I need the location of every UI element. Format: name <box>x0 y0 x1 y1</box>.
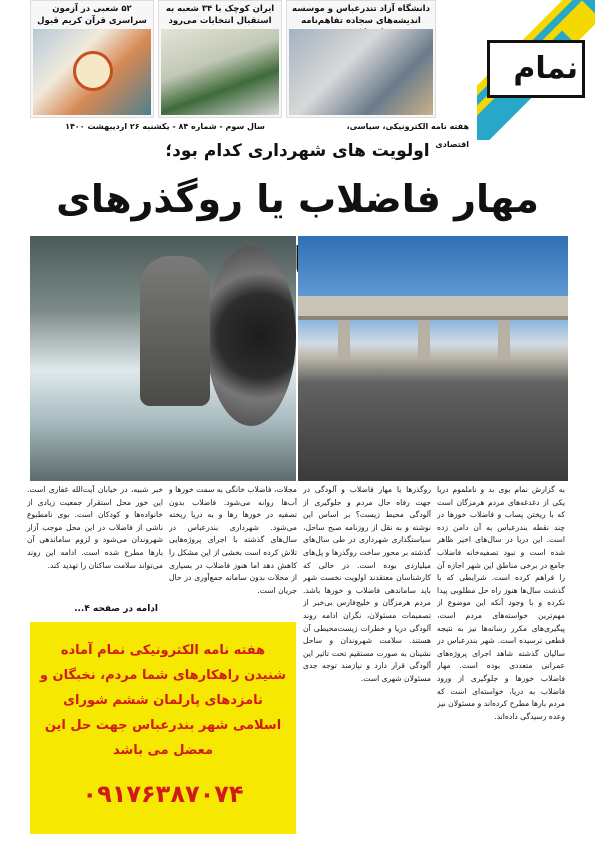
article-headline[interactable]: مهار فاضلاب یا روگذرهای <box>56 177 539 221</box>
overpass-deck <box>298 296 568 320</box>
top-news-3[interactable] <box>30 0 154 118</box>
logo[interactable] <box>477 0 595 140</box>
article-column: روگذرها یا مهار فاضلاب و آلودگی در جهت رفاه حال مردم و جلوگیری از آلودگی محیط زیست؟ بر اساس این نوشته و به نقل از روزنامه صبح ساحل، سیاستگذاری شهرداری در طی سال‌های گذشته بر محور ساخت روگذرها و پل‌های میلیاردی بوده است. در حالی که کارشناسان معتقدند اولویت نخست شهر باید ساماندهی فاضلاب و خورها باشد. مردم هرمزگان و خلیج‌فارس بی‌خبر از تصمیمات مسئولان، نگران ادامه روند آلودگی دریا و خطرات زیست‌محیطی آن هستند. سلامت شهروندان و ساحل نشینان به صورت مستقیم تحت تاثیر این آلودگی قرار دارد و نیازمند توجه جدی مسئولان شهری است. <box>303 485 431 683</box>
quran-photo <box>33 29 151 115</box>
logo-text: نمام <box>513 51 578 86</box>
overpass-pillar <box>418 320 430 360</box>
article-column: به گزارش نمام بوی بد و ناملموم دریا یکی از دغدغه‌های مردم هرمزگان است که با ریختن پساب و فاضلاب خورها در چند نقطه بندرعباس به آن دامن زده است. این دریا در سال‌های اخیر ظاهر شده است و نبود تصفیه‌خانه فاضلاب جامع در برخی مناطق این شهر اجازه آن را فراهم کرده است. شرایطی که با گذشت سال‌ها هنوز راه حل مطلوبی پیدا نکرده و با وجود آنکه این موضوع از مهم‌ترین خواسته‌های مردم است، پیگیری‌های مکرر رسانه‌ها نیز به نتیجه قطعی نرسیده است. شهر بندرعباس در سالیان گذشته شاهد اجرای پروژه‌های عمرانی متعددی بوده است. مهار فاضلاب خورها و جلوگیری از ورود فاضلاب به دریا، خواسته‌ای است که مردم بارها مطرح کرده‌اند و مسئولان نیز وعده رسیدگی داده‌اند. <box>437 485 565 721</box>
article-column: مجلات، فاضلاب خانگی به سمت خورها و آب‌ها روانه می‌شود. فاضلاب بدون تصفیه در خورها رها و به دریا ریخته می‌شود. شهرداری بندرعباس در سال‌های گذشته با اجرای پروژه‌هایی تلاش کرده است بخشی از این مشکل را کاهش دهد اما هنوز فاضلاب در بسیاری از محلات بدون سامانه جمع‌آوری در حال جریان است. <box>169 485 297 595</box>
continued-link[interactable]: ادامه در صفحه ۴... <box>74 604 158 614</box>
top-news-2[interactable] <box>158 0 282 118</box>
sewage-pipe <box>206 246 296 426</box>
man-figure <box>140 256 210 406</box>
ballot-box-photo <box>161 29 279 115</box>
promo-phone[interactable]: ۰۹۱۷۶۳۸۷۰۷۴ <box>82 780 244 808</box>
overpass-pillar <box>338 320 350 360</box>
ceremony-photo <box>289 29 433 115</box>
issue-info <box>30 118 300 136</box>
overpass-photo <box>298 236 568 481</box>
article-kicker: اولویت های شهرداری کدام بود؛ <box>165 141 430 161</box>
issue-number: سال سوم - شماره ۸۴ - یکشنبه ۲۶ اردیبهشت ۱۴۰۰ <box>65 122 265 131</box>
masthead-subtitle: هفته نامه الکترونیکی، سیاسی، اقتصادی <box>346 122 469 149</box>
quran-ornament-icon <box>73 51 113 91</box>
top-news-title: دانشگاه آزاد تندرعباس و موسسه اندیشه‌های سجاده تفاهم‌نامه <box>292 4 430 26</box>
top-news-1[interactable] <box>286 0 436 118</box>
masthead <box>0 0 595 149</box>
sewage-pipe-photo <box>30 236 296 481</box>
promo-text: هفته نامه الکترونیکی نمام آماده شنیدن راهکارهای شما مردم، نخبگان و نامزدهای پارلمان ششم شورای اسلامی شهر بندرعباس جهت حل این معضل می باشد <box>39 643 287 758</box>
promo-box <box>30 622 296 834</box>
logo-mark <box>487 40 585 98</box>
article-column: خبر شبیه، در خیابان آیت‌الله غفاری است. این خور محل استقرار جمعیت زیادی از خانواده‌ها و کودکان است. بوی نامطبوع ناشی از فاضلاب در این محل موجب آزار شهروندان می‌شود و لزوم ساماندهی آن بارها مطرح شده است. ادامه این روند می‌تواند سلامت ساکنان را تهدید کند. <box>27 485 163 570</box>
overpass-pillar <box>498 320 510 360</box>
top-news-title: ایران کوچک با ۳۴ شعبه به استقبال انتخابات می‌رود <box>165 4 275 26</box>
top-news-title: ۵۲ شعبی در آزمون سراسری قرآن کریم قبول <box>37 4 147 26</box>
